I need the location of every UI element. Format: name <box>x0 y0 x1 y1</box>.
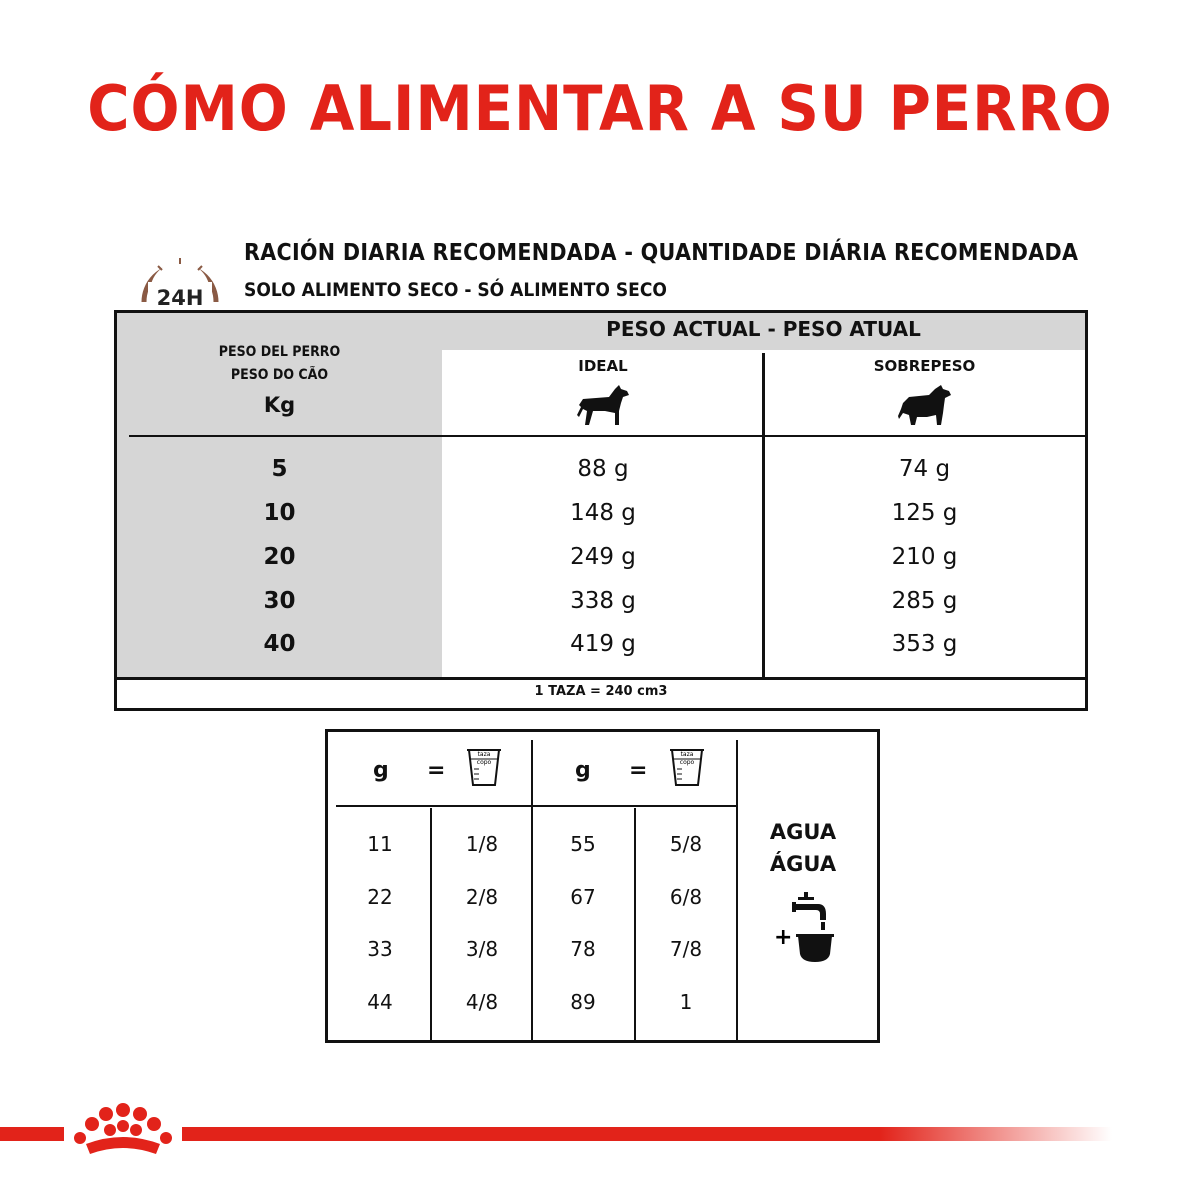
cup-fraction: 7/8 <box>669 937 703 961</box>
cup-fraction: 4/8 <box>465 990 499 1014</box>
cup-icon-text-es: taza <box>477 751 491 758</box>
row-ideal: 249 g <box>570 544 636 570</box>
table-row <box>117 631 1085 671</box>
column-header-ideal <box>442 357 764 427</box>
cup-grams: 67 <box>570 885 596 909</box>
row-weight: 5 <box>271 456 288 482</box>
grams-label: g <box>373 758 389 783</box>
cup-fraction: 2/8 <box>465 885 499 909</box>
royal-canin-crown-logo <box>70 1100 176 1160</box>
cup-fraction: 5/8 <box>669 832 703 856</box>
row-weight: 30 <box>263 588 296 614</box>
weight-header-unit: Kg <box>263 393 296 417</box>
column-header-overweight <box>764 357 1085 427</box>
cup-grams: 44 <box>367 990 393 1014</box>
grams-label: g <box>575 758 591 783</box>
measuring-cup-icon <box>668 747 706 789</box>
cup-conversion-table <box>325 729 880 1043</box>
row-ideal: 338 g <box>570 588 636 614</box>
row-weight: 40 <box>263 631 296 657</box>
row-overweight: 125 g <box>891 500 958 526</box>
footer-line-right <box>182 1127 1112 1141</box>
cup-fraction: 6/8 <box>669 885 703 909</box>
row-ideal: 148 g <box>570 500 636 526</box>
water-label <box>733 816 873 880</box>
page-title: CÓMO ALIMENTAR A SU PERRO <box>87 72 1113 145</box>
cup-grams: 78 <box>570 937 596 961</box>
table-row <box>117 588 1085 628</box>
cup-fraction: 3/8 <box>465 937 499 961</box>
plus-sign: + <box>774 925 793 950</box>
measuring-cup-icon <box>465 747 503 789</box>
weight-header-es: PESO DEL PERRO <box>218 344 341 360</box>
row-overweight: 285 g <box>891 588 958 614</box>
cup-header-divider <box>336 805 738 807</box>
row-overweight: 210 g <box>891 544 958 570</box>
row-overweight: 74 g <box>898 456 951 482</box>
cup-fraction: 1 <box>679 990 693 1014</box>
section-subheading: SOLO ALIMENTO SECO - SÓ ALIMENTO SECO <box>244 279 667 301</box>
water-label-pt: ÁGUA <box>769 852 837 876</box>
cup-volume-note: 1 TAZA = 240 cm3 <box>534 684 668 699</box>
cup-fraction: 1/8 <box>465 832 499 856</box>
cup-divider <box>736 740 738 1040</box>
cup-grams: 33 <box>367 937 393 961</box>
tap-water-bowl-icon <box>768 892 844 968</box>
footer-line-left <box>0 1127 64 1141</box>
cup-grams: 55 <box>570 832 596 856</box>
row-weight: 20 <box>263 544 296 570</box>
weight-header <box>117 341 442 417</box>
feeding-table <box>114 310 1088 711</box>
table-row <box>117 544 1085 584</box>
clock-24h-icon <box>134 244 226 314</box>
clock-24h-label: 24H <box>156 286 204 310</box>
table-row <box>117 456 1085 496</box>
dog-ideal-silhouette-icon <box>575 383 631 427</box>
row-weight: 10 <box>263 500 296 526</box>
cup-icon-text-pt: copo <box>679 759 695 766</box>
cup-icon-text-pt: copo <box>476 759 492 766</box>
cup-grams: 89 <box>570 990 596 1014</box>
weight-header-pt: PESO DO CÃO <box>230 367 329 383</box>
row-ideal: 88 g <box>577 456 629 482</box>
section-heading: RACIÓN DIARIA RECOMENDADA - QUANTIDADE DIÁRIA RECOMENDADA <box>244 240 1079 266</box>
column-header-overweight-label: SOBREPESO <box>873 357 976 375</box>
header-divider <box>129 435 1085 437</box>
cup-icon-text-es: taza <box>680 751 694 758</box>
dog-overweight-silhouette-icon <box>897 383 953 427</box>
column-header-ideal-label: IDEAL <box>578 357 628 375</box>
equals-sign: = <box>629 758 648 783</box>
group-header: PESO ACTUAL - PESO ATUAL <box>606 317 921 341</box>
cup-grams: 22 <box>367 885 393 909</box>
cup-grams: 11 <box>367 832 393 856</box>
note-divider <box>117 677 1085 680</box>
row-overweight: 353 g <box>891 631 958 657</box>
water-label-es: AGUA <box>769 820 837 844</box>
equals-sign: = <box>427 758 446 783</box>
table-row <box>117 500 1085 540</box>
row-ideal: 419 g <box>570 631 636 657</box>
